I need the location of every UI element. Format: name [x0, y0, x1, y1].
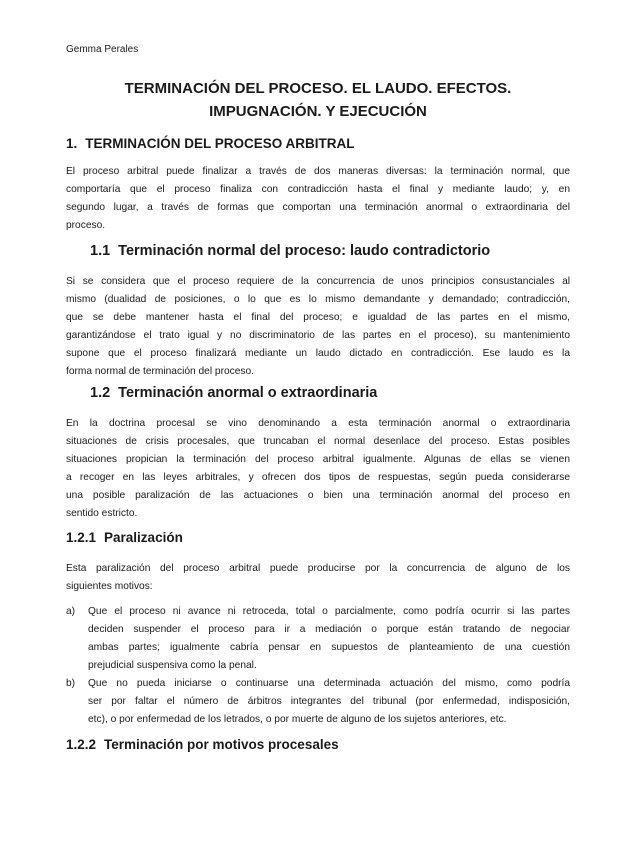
heading-text: Paralización — [104, 530, 183, 545]
text-line: Que el proceso ni avance ni retroceda, total o parcialmente, como podría ocurrir si las partes — [88, 606, 570, 617]
paragraph — [66, 415, 570, 523]
text-line: mismo (dualidad de posiciones, o lo que es lo mismo demandante y demandado; contradicción, — [66, 294, 570, 305]
heading-text: Terminación normal del proceso: laudo contradictorio — [118, 243, 491, 259]
paragraph — [66, 163, 570, 235]
heading-number: 1.2 — [90, 385, 111, 401]
text-line: situaciones de crisis procesales, que truncaban el normal desenlace del proceso. Estas posibles — [66, 436, 570, 447]
heading-1-2-2 — [66, 737, 339, 752]
text-line: El proceso arbitral puede finalizar a través de dos maneras diversas: la terminación normal, que — [66, 166, 570, 177]
text-line: supone que el proceso finalizará mediante un laudo dictado en contradicción. Ese laudo es la — [66, 348, 570, 359]
heading-text: TERMINACIÓN DEL PROCESO ARBITRAL — [85, 136, 355, 151]
heading-1 — [66, 136, 355, 151]
text-line: siguientes motivos: — [66, 581, 153, 592]
list-marker: b) — [66, 678, 76, 689]
text-line: proceso. — [66, 220, 106, 231]
text-line: Esta paralización del proceso arbitral puede producirse por la concurrencia de alguno de los — [66, 563, 570, 574]
heading-1-2 — [90, 385, 377, 401]
text-line: situaciones propician la terminación del proceso arbitral igualmente. Algunas de ellas se vienen — [66, 454, 570, 465]
heading-number: 1.2.2 — [66, 737, 97, 752]
heading-1-1 — [90, 243, 490, 259]
list-item — [66, 675, 570, 729]
heading-text: Terminación por motivos procesales — [104, 737, 339, 752]
text-line: forma normal de terminación del proceso. — [66, 366, 254, 377]
paragraph — [66, 560, 570, 596]
text-line: que se debe mantener hasta el final del proceso; e igualdad de las partes en el mismo, — [66, 312, 570, 323]
list-item — [66, 603, 570, 675]
text-line: a recoger en las leyes arbitrales, y ofrecen dos tipos de respuestas, según pueda considerarse — [66, 472, 570, 483]
list-marker: a) — [66, 606, 76, 617]
text-line: prejudicial suspensiva como la penal. — [88, 660, 257, 671]
text-line: sentido estricto. — [66, 508, 138, 519]
text-line: segundo lugar, a través de formas que comportan una terminación anormal o extraordinaria del — [66, 202, 570, 213]
paragraph — [66, 273, 570, 381]
heading-number: 1.1 — [90, 243, 111, 259]
text-line: comportaría que el proceso finaliza con contradicción hasta el final y mediante laudo; y, en — [66, 184, 570, 195]
heading-1-2-1 — [66, 530, 183, 545]
text-line: En la doctrina procesal se vino denominando a esta terminación anormal o extraordinaria — [66, 418, 570, 429]
text-line: garantizándose el trato igual y no discriminatorio de las partes en el proceso), su mantenimiento — [66, 330, 570, 341]
text-line: Que no pueda iniciarse o continuarse una determinada actuación del mismo, como podría — [88, 678, 570, 689]
text-line: ser por faltar el número de árbitros integrantes del tribunal (por enfermedad, indisposición, — [88, 696, 570, 707]
text-line: etc), o por enfermedad de los letrados, o por muerte de alguno de los sujetos anteriores, etc. — [88, 714, 507, 725]
document-title-line-1: TERMINACIÓN DEL PROCESO. EL LAUDO. EFECTOS. — [124, 80, 512, 97]
text-line: una posible paralización de las actuaciones o bien una terminación anormal del proceso en — [66, 490, 570, 501]
heading-number: 1. — [66, 136, 78, 151]
text-line: ambas partes; igualmente cabría pensar en supuestos de planteamiento de una cuestión — [88, 642, 570, 653]
text-line: Si se considera que el proceso requiere de la concurrencia de unos principios consustanciales al — [66, 276, 570, 287]
motives-list — [66, 603, 570, 729]
heading-text: Terminación anormal o extraordinaria — [118, 385, 378, 401]
page-header-author: Gemma Perales — [66, 44, 139, 55]
text-line: deciden suspender el proceso para ir a mediación o porque están tratando de negociar — [88, 624, 570, 635]
heading-number: 1.2.1 — [66, 530, 97, 545]
document-title-line-2: IMPUGNACIÓN. Y EJECUCIÓN — [209, 103, 427, 120]
